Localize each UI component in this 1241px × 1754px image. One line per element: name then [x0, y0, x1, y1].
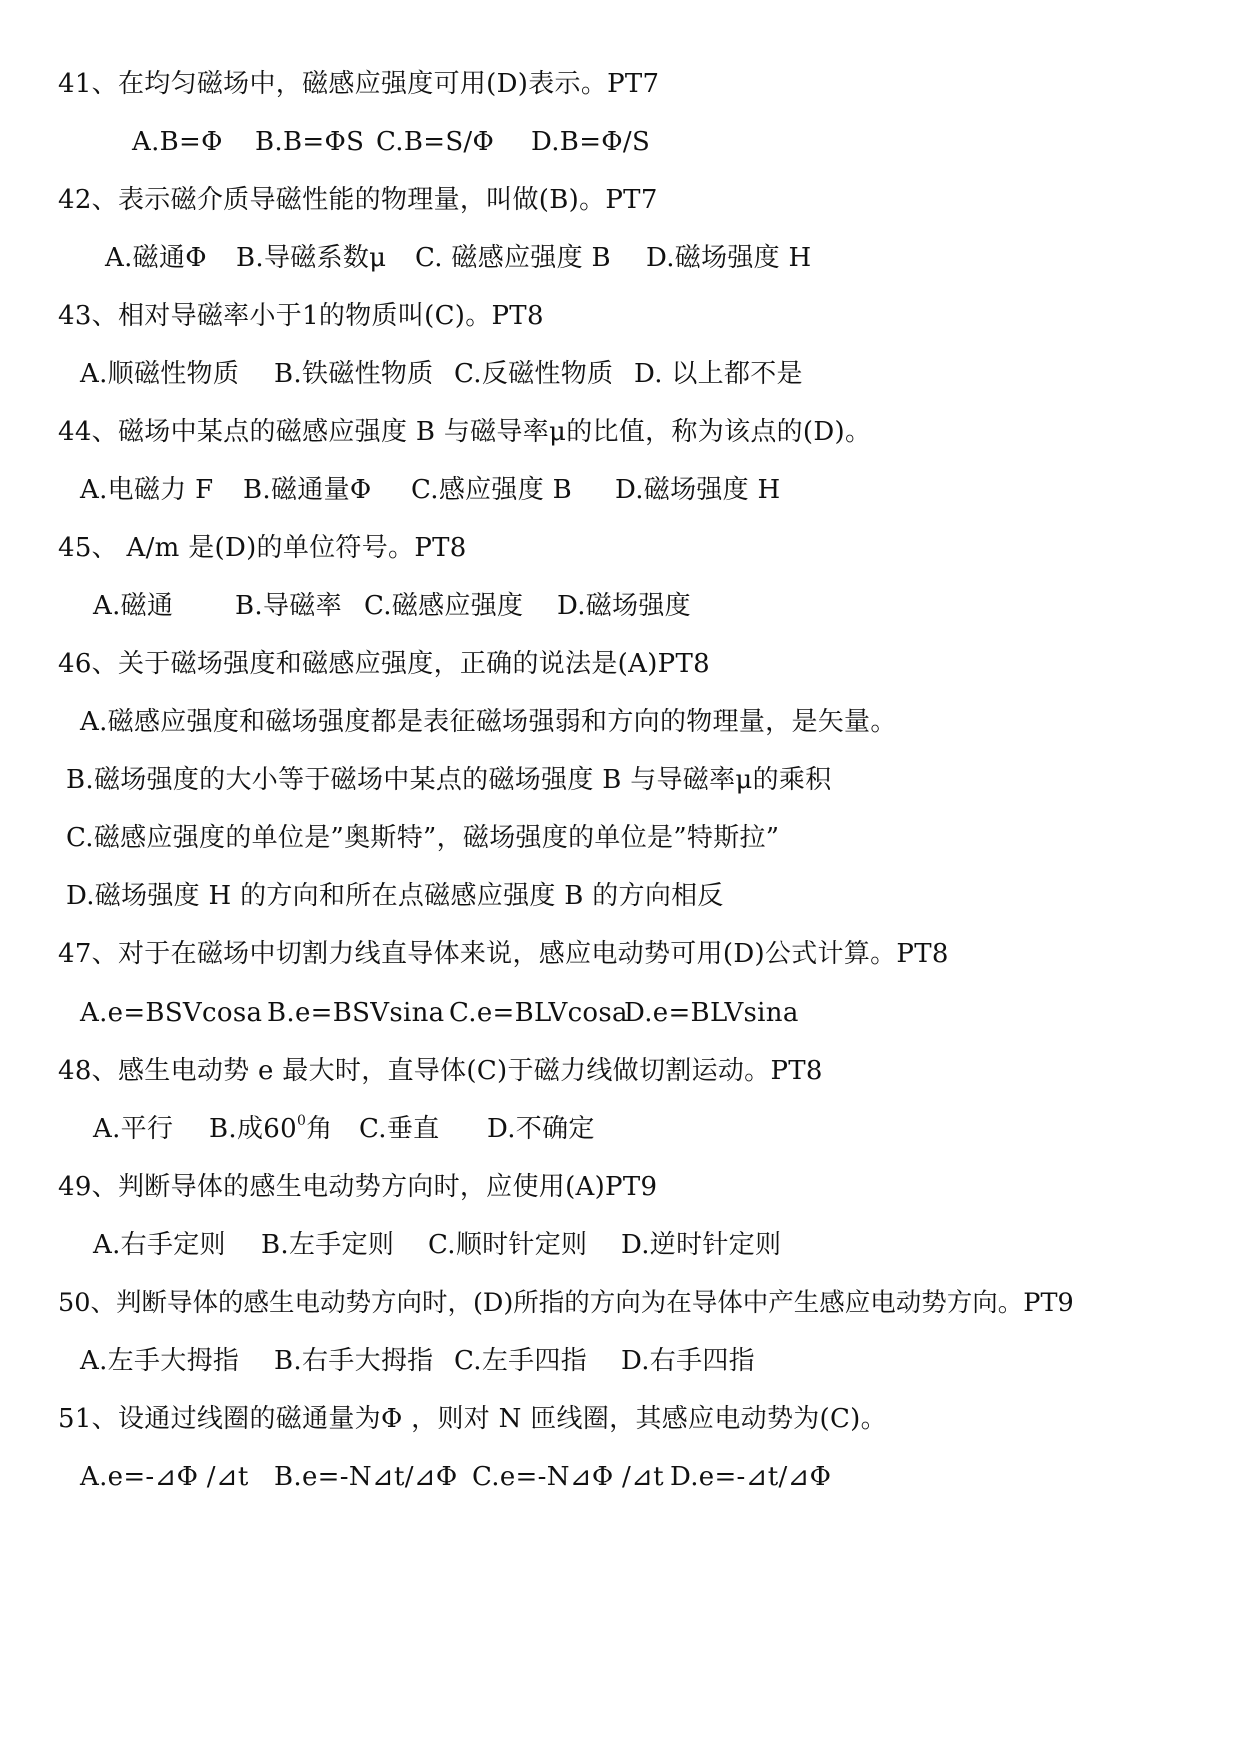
question-48-option-b: [209, 1112, 333, 1146]
question-48-stem: 48、感生电动势 e 最大时，直导体(C)于磁力线做切割运动。PT8: [58, 1056, 823, 1086]
question-43-option-a: A.顺磁性物质: [80, 359, 240, 389]
question-46-option-a: A.磁感应强度和磁场强度都是表征磁场强弱和方向的物理量，是矢量。: [80, 707, 897, 737]
question-41-option-b: B.B=ΦS: [255, 127, 365, 157]
question-44-option-d: D.磁场强度 H: [615, 475, 781, 505]
question-50-option-d: D.右手四指: [621, 1346, 755, 1376]
question-41-option-d: D.B=Φ/S: [531, 127, 651, 157]
question-45-stem: 45、 A/m 是(D)的单位符号。PT8: [58, 533, 467, 563]
question-51-option-c: C.e=-N⊿Φ /⊿t: [472, 1462, 664, 1492]
question-48-option-b-superscript: 0: [296, 1113, 307, 1129]
question-49-option-a: A.右手定则: [93, 1230, 226, 1260]
question-49-option-d: D.逆时针定则: [621, 1230, 782, 1260]
question-48-option-a: A.平行: [93, 1114, 174, 1144]
question-48-option-b-prefix: B.成60: [209, 1114, 297, 1144]
question-48-option-b-suffix: 角: [306, 1114, 333, 1144]
question-47-option-b: B.e=BSVsina: [267, 998, 445, 1028]
question-42-option-a: A.磁通Φ: [105, 243, 207, 273]
question-46-option-d: D.磁场强度 H 的方向和所在点磁感应强度 B 的方向相反: [66, 881, 724, 911]
question-45-option-b: B.导磁率: [235, 591, 342, 621]
question-46-option-c: C.磁感应强度的单位是”奥斯特”，磁场强度的单位是”特斯拉”: [66, 823, 780, 853]
question-50-option-c: C.左手四指: [454, 1346, 588, 1376]
question-44-option-c: C.感应强度 B: [411, 475, 573, 505]
question-44-stem: 44、磁场中某点的磁感应强度 B 与磁导率μ的比值，称为该点的(D)。: [58, 417, 872, 447]
question-43-option-c: C.反磁性物质: [454, 359, 614, 389]
question-45-option-d: D.磁场强度: [557, 591, 691, 621]
question-41-option-a: A.B=Φ: [132, 127, 223, 157]
question-48-option-d: D.不确定: [487, 1114, 595, 1144]
question-42-stem: 42、表示磁介质导磁性能的物理量，叫做(B)。PT7: [58, 185, 658, 215]
question-41-option-c: C.B=S/Φ: [376, 127, 495, 157]
question-51-option-d: D.e=-⊿t/⊿Φ: [670, 1462, 832, 1492]
question-46-option-b: B.磁场强度的大小等于磁场中某点的磁场强度 B 与导磁率μ的乘积: [66, 765, 832, 795]
question-51-option-a: A.e=-⊿Φ /⊿t: [80, 1462, 249, 1492]
question-43-stem: 43、相对导磁率小于1的物质叫(C)。PT8: [58, 301, 544, 331]
question-47-option-a: A.e=BSVcosa: [80, 998, 263, 1028]
question-51-stem: 51、设通过线圈的磁通量为Φ ，则对 N 匝线圈，其感应电动势为(C)。: [58, 1404, 887, 1434]
question-48-option-c: C.垂直: [359, 1114, 440, 1144]
question-46-stem: 46、关于磁场强度和磁感应强度，正确的说法是(A)PT8: [58, 649, 710, 679]
question-44-option-b: B.磁通量Φ: [243, 475, 372, 505]
question-44-option-a: A.电磁力 F: [80, 475, 214, 505]
question-42-option-d: D.磁场强度 H: [646, 243, 812, 273]
question-49-stem: 49、判断导体的感生电动势方向时，应使用(A)PT9: [58, 1172, 658, 1202]
question-45-option-c: C.磁感应强度: [364, 591, 524, 621]
question-47-option-d: D.e=BLVsina: [624, 998, 799, 1028]
question-45-option-a: A.磁通: [93, 591, 174, 621]
question-51-option-b: B.e=-N⊿t/⊿Φ: [274, 1462, 458, 1492]
question-50-option-b: B.右手大拇指: [274, 1346, 434, 1376]
question-42-option-b: B.导磁系数μ: [236, 243, 387, 273]
question-49-option-b: B.左手定则: [261, 1230, 395, 1260]
question-41-stem: 41、在均匀磁场中，磁感应强度可用(D)表示。PT7: [58, 69, 660, 99]
question-50-option-a: A.左手大拇指: [80, 1346, 240, 1376]
question-43-option-d: D. 以上都不是: [634, 359, 803, 389]
question-50-stem: 50、判断导体的感生电动势方向时，(D)所指的方向为在导体中产生感应电动势方向。PT9: [58, 1288, 1074, 1318]
question-43-option-b: B.铁磁性物质: [274, 359, 434, 389]
question-42-option-c: C. 磁感应强度 B: [415, 243, 611, 273]
question-47-option-c: C.e=BLVcosa: [449, 998, 628, 1028]
question-47-stem: 47、对于在磁场中切割力线直导体来说，感应电动势可用(D)公式计算。PT8: [58, 939, 949, 969]
question-49-option-c: C.顺时针定则: [428, 1230, 588, 1260]
